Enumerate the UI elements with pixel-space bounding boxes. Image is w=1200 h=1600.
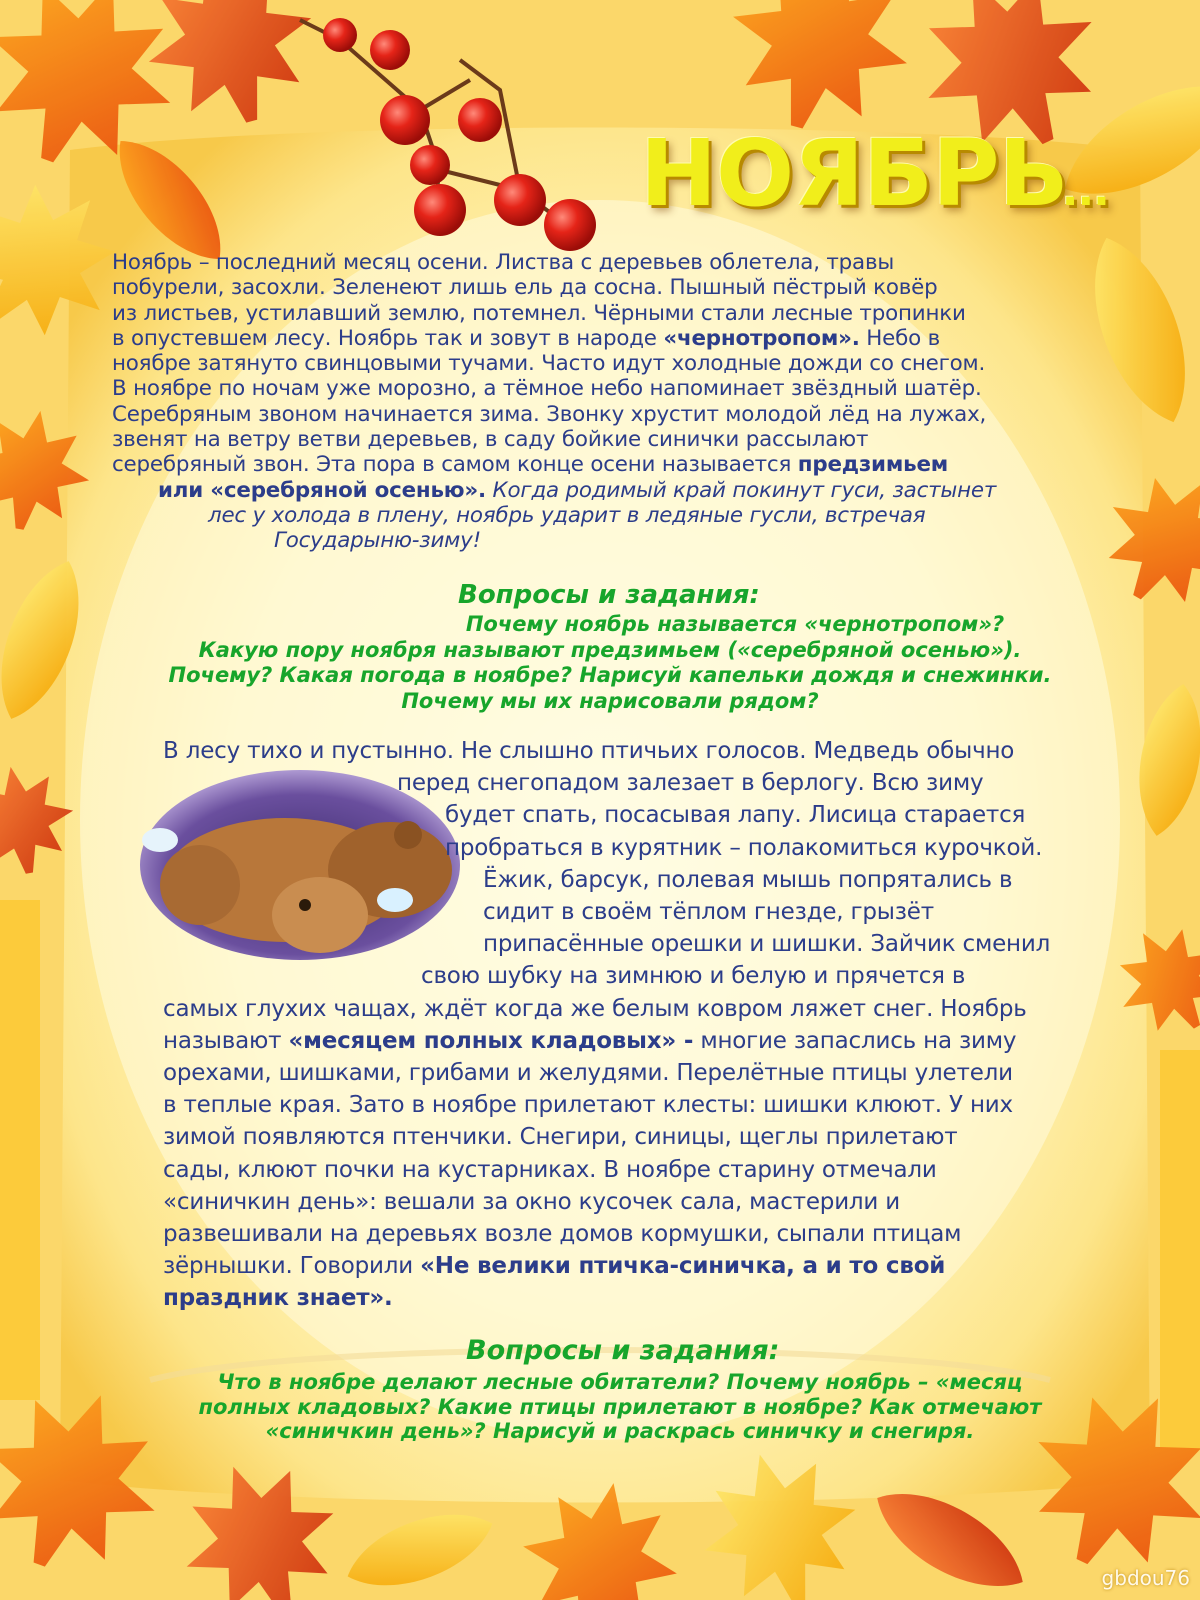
page-title: НОЯБРЬ...	[640, 120, 1109, 227]
story-paragraph: В лесу тихо и пустынно. Не слышно птичьих голосов. Медведь обычно перед снегопадом залезает в берлогу. Всю зиму будет спать, посасывая лапу. Лисица старается пробраться в курятник – полакомиться курочкой. Ёжик, барсук, полевая мышь попрятались в сидит в своём тёплом гнезде, грызёт припасённые орешки и шишки. Зайчик сменил свою шубку на зимнюю и белую и прячется в самых глухих чащах, ждёт когда же белым ковром ляжет снег. Ноябрь называют «месяцем полных кладовых» - многие запаслись на зиму орехами, шишками, грибами и желудями. Перелётные птицы улетели в теплые края. Зато в ноябре прилетают клесты: шишки клюют. У них зимой появляются птенчики. Снегири, синицы, щеглы прилетают сады, клюют почки на кустарниках. В ноябре старину отмечали «синичкин день»: вешали за окно кусочек сала, мастерили и развешивали на деревьях возле домов кормушки, сыпали птицам зёрнышки. Говорили «Не велики птичка-синичка, а и то свой праздник знает».	[163, 738, 1051, 1312]
intro-paragraph: Ноябрь – последний месяц осени. Листва с деревьев облетела, травы побурели, засохли. Зеленеют лишь ель да сосна. Пышный пёстрый ковёр из листьев, устилавший землю, потемнел. Чёрными стали лесные тропинки в опустевшем лесу. Ноябрь так и зовут в народе «чернотропом». Небо в ноябре затянуто свинцовыми тучами. Часто идут холодные дожди со снегом. В ноябре по ночам уже морозно, а тёмное небо напоминает звёздный шатёр. Серебряным звоном начинается зима. Звонку хрустит молодой лёд на лужах, звенят на ветру ветви деревьев, в саду бойкие синички рассылают серебряный звон. Эта пора в самом конце осени называется предзимьем или «серебряной осенью». Когда родимый край покинут гуси, застынет лес у холода в плену, ноябрь ударит в ледяные гусли, встречая Государыню-зиму!	[112, 250, 997, 554]
questions-heading-2: Вопросы и задания:	[466, 1335, 780, 1366]
questions-heading-1: Вопросы и задания:	[458, 580, 760, 610]
watermark: gbdou76	[1101, 1566, 1190, 1590]
questions-list-1: Почему ноябрь называется «чернотропом»? Какую пору ноября называют предзимьем («серебряной осенью»). Почему? Какая погода в ноябре? Нарисуй капельки дождя и снежинки. Почему мы их нарисовали рядом?	[168, 612, 1052, 713]
questions-list-2: Что в ноябре делают лесные обитатели? Почему ноябрь – «месяц полных кладовых? Какие птицы прилетают в ноябре? Как отмечают «синичкин день»? Нарисуй и раскрась синичку и снегиря.	[198, 1370, 1042, 1443]
